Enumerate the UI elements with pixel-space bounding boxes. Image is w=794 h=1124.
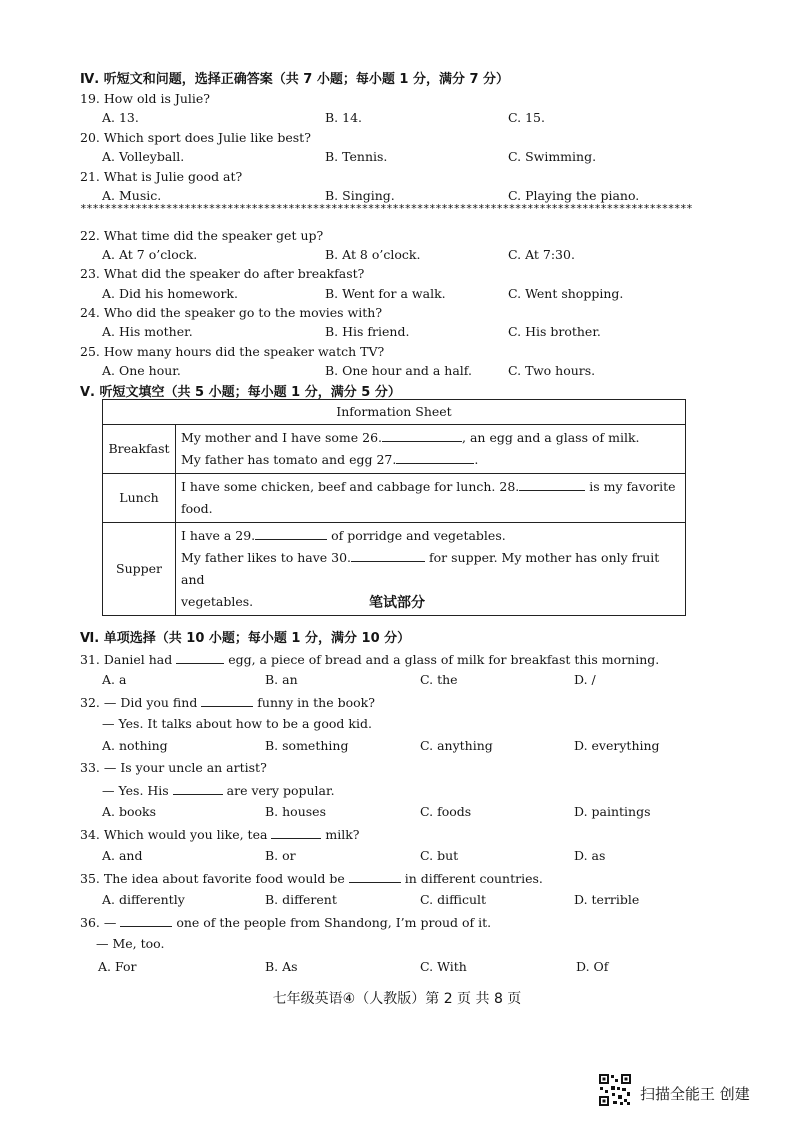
question-32-post: funny in the book? xyxy=(253,695,375,710)
option-20a: A. Volleyball. xyxy=(102,149,185,164)
blank-27[interactable] xyxy=(396,451,474,464)
question-36-post: one of the people from Shandong, I’m proud of it. xyxy=(172,915,492,930)
option-24c: C. His brother. xyxy=(508,324,601,339)
supper-line-3: vegetables. xyxy=(181,594,254,609)
option-34d: D. as xyxy=(574,848,606,863)
option-35c: C. difficult xyxy=(420,892,487,907)
question-31-post: egg, a piece of bread and a glass of milk for breakfast this morning. xyxy=(224,652,660,667)
row-content-breakfast xyxy=(176,425,686,474)
scanner-watermark: 扫描全能王 创建 xyxy=(640,1085,750,1103)
option-33d: D. paintings xyxy=(574,804,651,819)
option-23c: C. Went shopping. xyxy=(508,286,624,301)
table-row-lunch xyxy=(103,474,686,523)
question-36 xyxy=(80,914,491,930)
option-36c: C. With xyxy=(420,959,467,974)
option-20c: C. Swimming. xyxy=(508,149,597,164)
information-sheet-table xyxy=(102,399,686,616)
option-32d: D. everything xyxy=(574,738,660,753)
option-19c: C. 15. xyxy=(508,110,545,125)
option-24b: B. His friend. xyxy=(325,324,410,339)
section-5-title: Ⅴ. 听短文填空（共 5 小题；每小题 1 分，满分 5 分） xyxy=(80,385,401,400)
question-22: 22. What time did the speaker get up? xyxy=(80,228,324,243)
question-33-post: are very popular. xyxy=(222,783,335,798)
option-22a: A. At 7 o’clock. xyxy=(102,247,198,262)
option-32c: C. anything xyxy=(420,738,493,753)
blank-29[interactable] xyxy=(255,527,327,540)
option-23a: A. Did his homework. xyxy=(102,286,238,301)
table-title: Information Sheet xyxy=(103,400,686,425)
option-20b: B. Tennis. xyxy=(325,149,388,164)
blank-26[interactable] xyxy=(382,429,462,442)
option-36b: B. As xyxy=(265,959,298,974)
section-4-title: Ⅳ. 听短文和问题，选择正确答案（共 7 小题；每小题 1 分，满分 7 分） xyxy=(80,72,510,87)
row-label-supper: Supper xyxy=(103,523,176,616)
option-21c: C. Playing the piano. xyxy=(508,188,640,203)
option-22b: B. At 8 o’clock. xyxy=(325,247,421,262)
written-part-title: 笔试部分 xyxy=(369,595,425,611)
option-35a: A. differently xyxy=(102,892,185,907)
blank-35[interactable] xyxy=(349,870,401,883)
blank-28-text-post: is my favorite xyxy=(585,479,676,494)
blank-34[interactable] xyxy=(271,826,321,839)
option-31d: D. / xyxy=(574,672,596,687)
question-31 xyxy=(80,651,659,667)
question-34-pre: 34. Which would you like, tea xyxy=(80,827,268,842)
blank-26-text-pre: My mother and I have some 26. xyxy=(181,430,383,445)
blank-27-text-pre: My father has tomato and egg 27. xyxy=(181,452,397,467)
option-24a: A. His mother. xyxy=(102,324,193,339)
option-36a: A. For xyxy=(98,959,137,974)
question-36-reply: — Me, too. xyxy=(96,936,165,951)
table-row-breakfast xyxy=(103,425,686,474)
option-25b: B. One hour and a half. xyxy=(325,363,472,378)
question-32-reply: — Yes. It talks about how to be a good kid. xyxy=(102,716,372,731)
blank-29-text-post: of porridge and vegetables. xyxy=(327,528,506,543)
blank-33[interactable] xyxy=(173,782,223,795)
option-21a: A. Music. xyxy=(102,188,162,203)
question-31-pre: 31. Daniel had xyxy=(80,652,173,667)
option-25c: C. Two hours. xyxy=(508,363,596,378)
option-33b: B. houses xyxy=(265,804,326,819)
question-25: 25. How many hours did the speaker watch TV? xyxy=(80,344,385,359)
lunch-line-2: food. xyxy=(181,501,213,516)
blank-30-text-post: for supper. My mother has only fruit and xyxy=(181,550,660,587)
row-content-lunch xyxy=(176,474,686,523)
option-21b: B. Singing. xyxy=(325,188,395,203)
question-33-reply xyxy=(102,782,335,798)
blank-30-text-pre: My father likes to have 30. xyxy=(181,550,352,565)
blank-32[interactable] xyxy=(201,694,253,707)
question-23: 23. What did the speaker do after breakfast? xyxy=(80,266,365,281)
question-35-pre: 35. The idea about favorite food would be xyxy=(80,871,345,886)
question-20: 20. Which sport does Julie like best? xyxy=(80,130,311,145)
qr-code-icon xyxy=(598,1073,632,1107)
question-36-pre: 36. — xyxy=(80,915,117,930)
blank-26-text-post: , an egg and a glass of milk. xyxy=(462,430,640,445)
option-32b: B. something xyxy=(265,738,349,753)
question-34-post: milk? xyxy=(321,827,360,842)
option-35d: D. terrible xyxy=(574,892,640,907)
question-35-post: in different countries. xyxy=(400,871,543,886)
page-footer: 七年级英语④（人教版）第 2 页 共 8 页 xyxy=(272,991,522,1007)
question-21: 21. What is Julie good at? xyxy=(80,169,243,184)
option-36d: D. Of xyxy=(576,959,609,974)
blank-30[interactable] xyxy=(351,549,425,562)
option-19a: A. 13. xyxy=(102,110,139,125)
option-22c: C. At 7:30. xyxy=(508,247,575,262)
question-33: 33. — Is your uncle an artist? xyxy=(80,760,267,775)
row-label-lunch: Lunch xyxy=(103,474,176,523)
blank-36[interactable] xyxy=(120,914,172,927)
option-25a: A. One hour. xyxy=(102,363,181,378)
option-34c: C. but xyxy=(420,848,459,863)
question-35 xyxy=(80,870,543,886)
option-23b: B. Went for a walk. xyxy=(325,286,446,301)
row-label-breakfast: Breakfast xyxy=(103,425,176,474)
option-34a: A. and xyxy=(102,848,143,863)
option-19b: B. 14. xyxy=(325,110,363,125)
option-35b: B. different xyxy=(265,892,337,907)
star-separator: **************************************************************************************************** xyxy=(80,202,692,215)
option-32a: A. nothing xyxy=(102,738,168,753)
question-24: 24. Who did the speaker go to the movies with? xyxy=(80,305,383,320)
blank-27-text-post: . xyxy=(474,452,479,467)
blank-28[interactable] xyxy=(519,478,585,491)
option-31b: B. an xyxy=(265,672,298,687)
option-33a: A. books xyxy=(102,804,157,819)
blank-28-text-pre: I have some chicken, beef and cabbage for lunch. 28. xyxy=(181,479,520,494)
blank-29-text-pre: I have a 29. xyxy=(181,528,256,543)
question-32 xyxy=(80,694,375,710)
option-34b: B. or xyxy=(265,848,296,863)
option-31c: C. the xyxy=(420,672,458,687)
section-6-title: Ⅵ. 单项选择（共 10 小题；每小题 1 分，满分 10 分） xyxy=(80,631,411,646)
question-33-pre: — Yes. His xyxy=(102,783,169,798)
option-33c: C. foods xyxy=(420,804,472,819)
question-19: 19. How old is Julie? xyxy=(80,91,210,106)
question-34 xyxy=(80,826,360,842)
blank-31[interactable] xyxy=(176,651,224,664)
question-32-pre: 32. — Did you find xyxy=(80,695,198,710)
option-31a: A. a xyxy=(102,672,127,687)
